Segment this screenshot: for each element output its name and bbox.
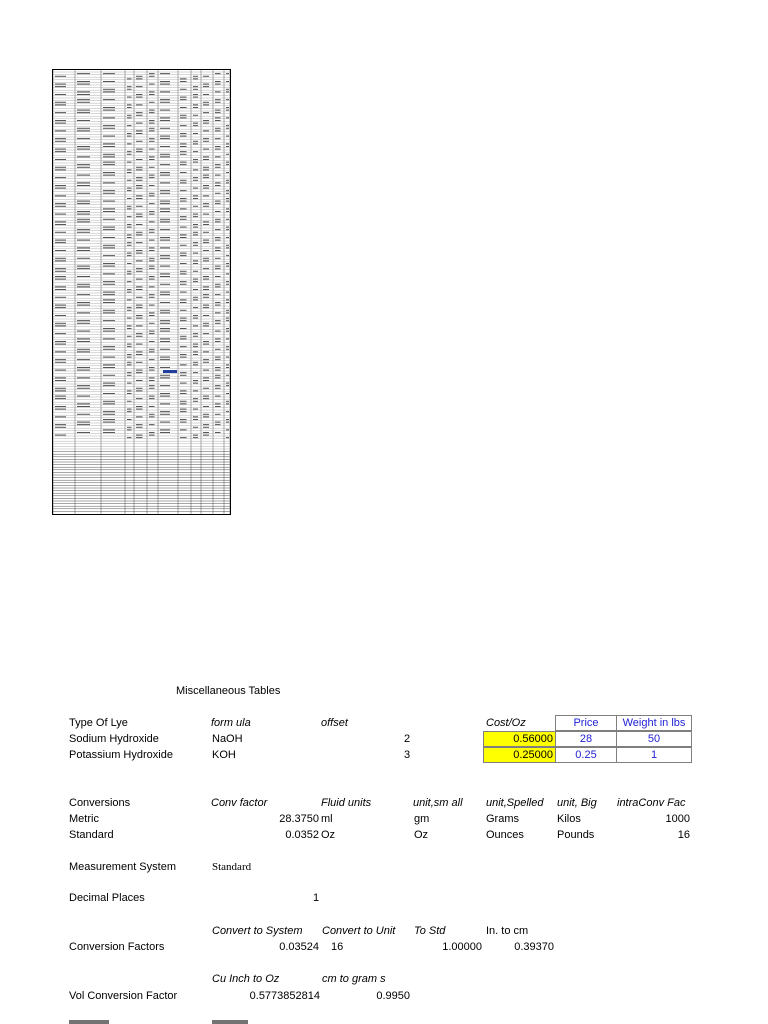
conversion-row-intra: 1000 xyxy=(665,813,690,825)
measurement-system-label: Measurement System xyxy=(69,861,176,873)
price-header: Price xyxy=(555,715,617,731)
lye-row-formula: NaOH xyxy=(212,733,243,745)
lye-row-weight[interactable]: 1 xyxy=(616,747,692,763)
conversion-row-fluid: Oz xyxy=(321,829,336,841)
to-std-header: To Std xyxy=(414,925,446,937)
conversion-row-fluid: ml xyxy=(321,813,333,825)
conversion-row-factor: 28.3750 xyxy=(279,813,319,825)
in-to-cm-header: In. to cm xyxy=(486,925,529,937)
lye-row-offset: 2 xyxy=(404,733,411,745)
lye-row-price[interactable]: 0.25 xyxy=(555,747,617,763)
convert-to-system-value: 0.03524 xyxy=(279,941,319,953)
lye-row-name: Sodium Hydroxide xyxy=(69,733,159,745)
lye-type-header: Type Of Lye xyxy=(69,717,128,729)
conversion-row-factor: 0.0352 xyxy=(285,829,319,841)
cu-inch-to-oz-value: 0.5773852814 xyxy=(249,990,320,1002)
fluid-units-header: Fluid units xyxy=(321,797,372,809)
cu-inch-to-oz-header: Cu Inch to Oz xyxy=(212,973,280,985)
lye-row-weight[interactable]: 50 xyxy=(616,731,692,747)
convert-to-unit-header: Convert to Unit xyxy=(322,925,396,937)
conversion-row-small: gm xyxy=(414,813,430,825)
unit-small-header: unit,sm all xyxy=(413,797,463,809)
lye-row-cost[interactable]: 0.56000 xyxy=(483,731,556,747)
weight-header: Weight in lbs xyxy=(616,715,692,731)
cut-off-row-value xyxy=(212,1020,248,1024)
to-std-value: 1.00000 xyxy=(442,941,482,953)
lye-row-name: Potassium Hydroxide xyxy=(69,749,173,761)
unit-spelled-header: unit,Spelled xyxy=(486,797,544,809)
intra-conv-header: intraConv Fac xyxy=(617,797,686,809)
unit-big-header: unit, Big xyxy=(557,797,597,809)
lye-row-offset: 3 xyxy=(404,749,411,761)
cost-oz-header: Cost/Oz xyxy=(486,717,526,729)
conversion-row-spelled: Grams xyxy=(486,813,519,825)
spreadsheet-thumbnail xyxy=(52,69,231,515)
lye-row-formula: KOH xyxy=(212,749,236,761)
measurement-system-value[interactable]: Standard xyxy=(212,861,252,873)
conversion-factors-label: Conversion Factors xyxy=(69,941,165,953)
conversions-header: Conversions xyxy=(69,797,131,809)
cm-to-grams-header: cm to gram s xyxy=(322,973,386,985)
offset-header: offset xyxy=(321,717,348,729)
conversion-row-name: Metric xyxy=(69,813,99,825)
conversion-row-small: Oz xyxy=(414,829,429,841)
decimal-places-label: Decimal Places xyxy=(69,892,145,904)
conversion-row-name: Standard xyxy=(69,829,114,841)
conversion-row-intra: 16 xyxy=(677,829,690,841)
cut-off-row-label xyxy=(69,1020,109,1024)
in-to-cm-value: 0.39370 xyxy=(514,941,554,953)
page-title: Miscellaneous Tables xyxy=(176,685,281,697)
conversion-row-big: Kilos xyxy=(557,813,581,825)
cm-to-grams-value: 0.9950 xyxy=(376,990,410,1002)
convert-to-system-header: Convert to System xyxy=(212,925,303,937)
lye-row-price[interactable]: 28 xyxy=(555,731,617,747)
conversion-row-big: Pounds xyxy=(557,829,595,841)
conv-factor-header: Conv factor xyxy=(211,797,268,809)
vol-conversion-factor-label: Vol Conversion Factor xyxy=(69,990,178,1002)
lye-row-cost[interactable]: 0.25000 xyxy=(483,747,556,763)
spreadsheet-thumbnail-grid xyxy=(53,70,230,514)
conversion-row-spelled: Ounces xyxy=(486,829,524,841)
convert-to-unit-value: 16 xyxy=(331,941,344,953)
decimal-places-value[interactable]: 1 xyxy=(313,892,320,904)
formula-header: form ula xyxy=(211,717,251,729)
